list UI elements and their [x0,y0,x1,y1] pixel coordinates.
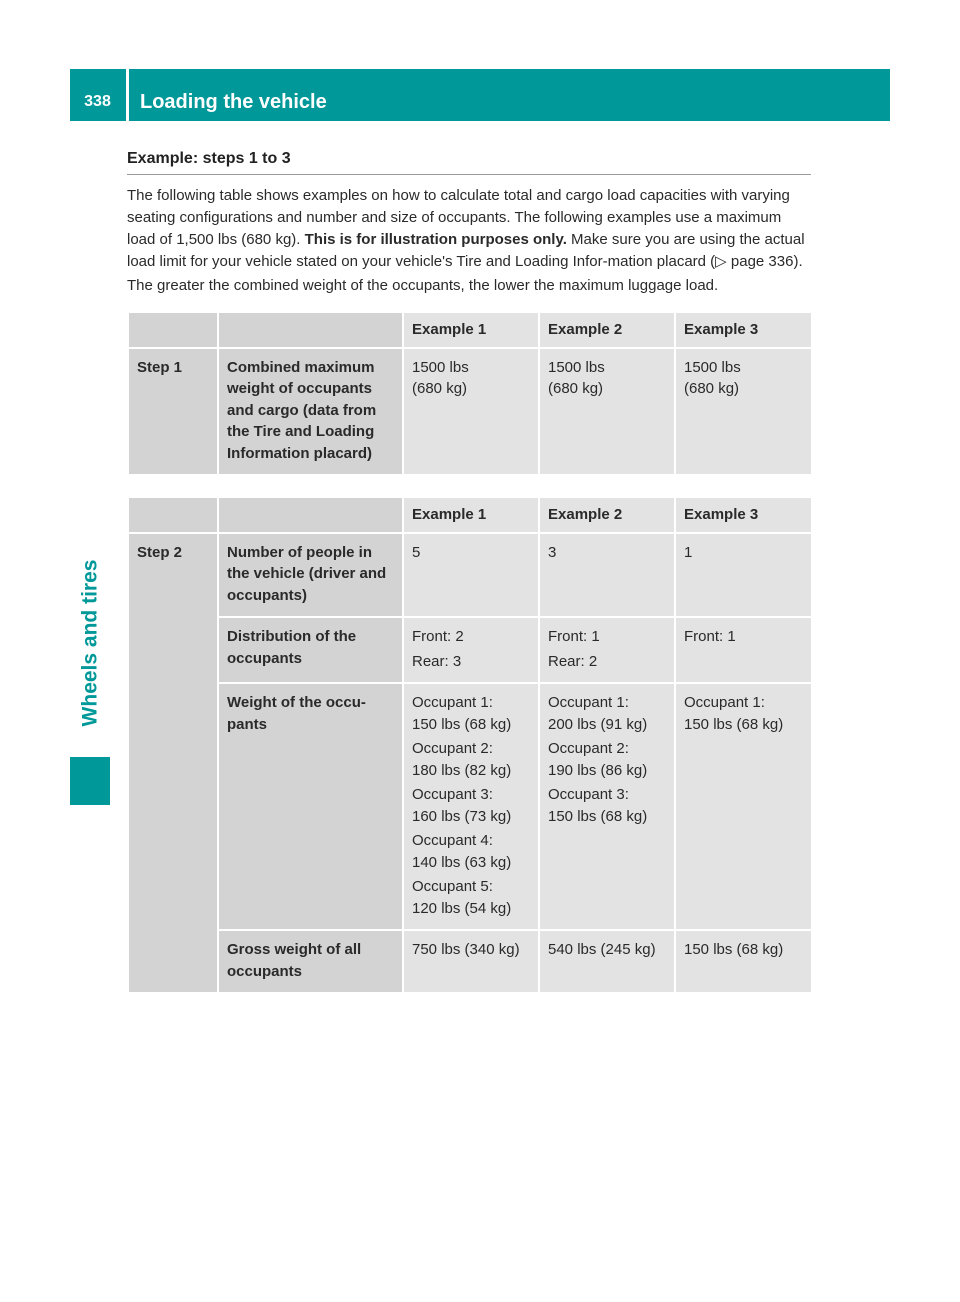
table-row [128,533,812,618]
empty-header-cell [218,312,403,348]
gross-weight-label: Gross weight of all occupants [218,930,403,993]
page-reference-link[interactable]: page 336). [726,253,803,270]
header-divider [126,69,129,121]
table-cell [539,348,675,476]
table-cell [675,348,812,476]
table-row [128,683,812,930]
table-header-row [128,312,812,348]
table-cell [675,683,812,930]
cell-value: Occupant 1: 150 lbs (68 kg) [684,694,784,733]
chapter-title: Loading the vehicle [140,91,327,113]
cell-value: Occupant 3: 150 lbs (68 kg) [548,786,648,825]
table-cell [539,617,675,683]
cell-value: Occupant 3: 160 lbs (73 kg) [412,786,512,825]
cell-value: 540 lbs (245 kg) [548,941,656,958]
cell-value: Occupant 2: 190 lbs (86 kg) [548,740,648,779]
table-cell [675,617,812,683]
cell-value: 3 [548,543,557,561]
step1-table [127,311,813,476]
combined-maximum-label: Combined maximum weight of occupants and cargo (data from the Tire and Loading Information placard) [218,348,403,476]
weight-note-paragraph: The greater the combined weight of the occupants, the lower the maximum luggage load. [127,277,719,294]
cell-value: 750 lbs (340 kg) [412,941,520,958]
cell-value: Occupant 1: 200 lbs (91 kg) [548,694,648,733]
table-row [128,348,812,476]
step-2-label: Step 2 [128,533,218,994]
side-tab-marker [70,757,110,805]
example-1-header: Example 1 [403,312,539,348]
table-cell [675,533,812,618]
step-1-label: Step 1 [128,348,218,476]
intro-emphasis: This is for illustration purposes only. [304,231,567,248]
example-2-header: Example 2 [539,312,675,348]
empty-header-cell [128,312,218,348]
cell-value: Rear: 3 [412,652,462,670]
example-3-header: Example 3 [675,312,812,348]
cell-value: Occupant 5: 120 lbs (54 kg) [412,878,512,917]
table-cell [539,930,675,993]
example-2-header: Example 2 [539,497,675,533]
cell-value: 1500 lbs (680 kg) [548,358,605,397]
example-3-header: Example 3 [675,497,812,533]
number-of-people-label: Number of people in the vehicle (driver and occupants) [218,533,403,618]
cell-value: Occupant 1: 150 lbs (68 kg) [412,694,512,733]
empty-header-cell [128,497,218,533]
table-row [128,617,812,683]
example-1-header: Example 1 [403,497,539,533]
cell-value: 1500 lbs (680 kg) [684,358,741,397]
cell-value: 1500 lbs (680 kg) [412,358,469,397]
intro-text-2: Make sure you are using the actual load limit for your vehicle stated on your vehicle's Tire and Loading Infor-mation placard ( [127,231,805,270]
cell-value: 1 [684,543,693,561]
section-title: Example: steps 1 to 3 [127,150,811,175]
table-cell [403,533,539,618]
intro-paragraph [127,185,811,273]
side-chapter-tab[interactable] [70,535,110,750]
intro-text-1: The following table shows examples on how to calculate total and cargo load capacities with varying seating configurations and number and size of occupants. The following examples use a maximum load of 1,500 lbs (680 kg). [127,187,790,248]
table-cell [403,683,539,930]
table-cell [403,348,539,476]
page-content [127,150,811,994]
page-reference-arrow-icon: ▷ [715,253,727,270]
cell-value: Occupant 4: 140 lbs (63 kg) [412,832,512,871]
cell-value: Front: 2 [412,628,464,645]
table-header-row [128,497,812,533]
page-number: 338 [84,93,111,110]
cell-value: Front: 1 [684,628,736,645]
cell-value: Rear: 2 [548,652,598,670]
step2-table [127,496,813,994]
table-cell [403,617,539,683]
table-row [128,930,812,993]
cell-value: Occupant 2: 180 lbs (82 kg) [412,740,512,779]
table-cell [675,930,812,993]
cell-value: Front: 1 [548,628,600,645]
cell-value: 150 lbs (68 kg) [684,941,784,958]
distribution-label: Distribution of the occupants [218,617,403,683]
page-header [70,69,890,121]
cell-value: 5 [412,543,421,561]
table-cell [539,683,675,930]
side-tab-label: Wheels and tires [78,559,102,726]
occupant-weight-label: Weight of the occu-pants [218,683,403,930]
table-cell [403,930,539,993]
table-cell [539,533,675,618]
empty-header-cell [218,497,403,533]
